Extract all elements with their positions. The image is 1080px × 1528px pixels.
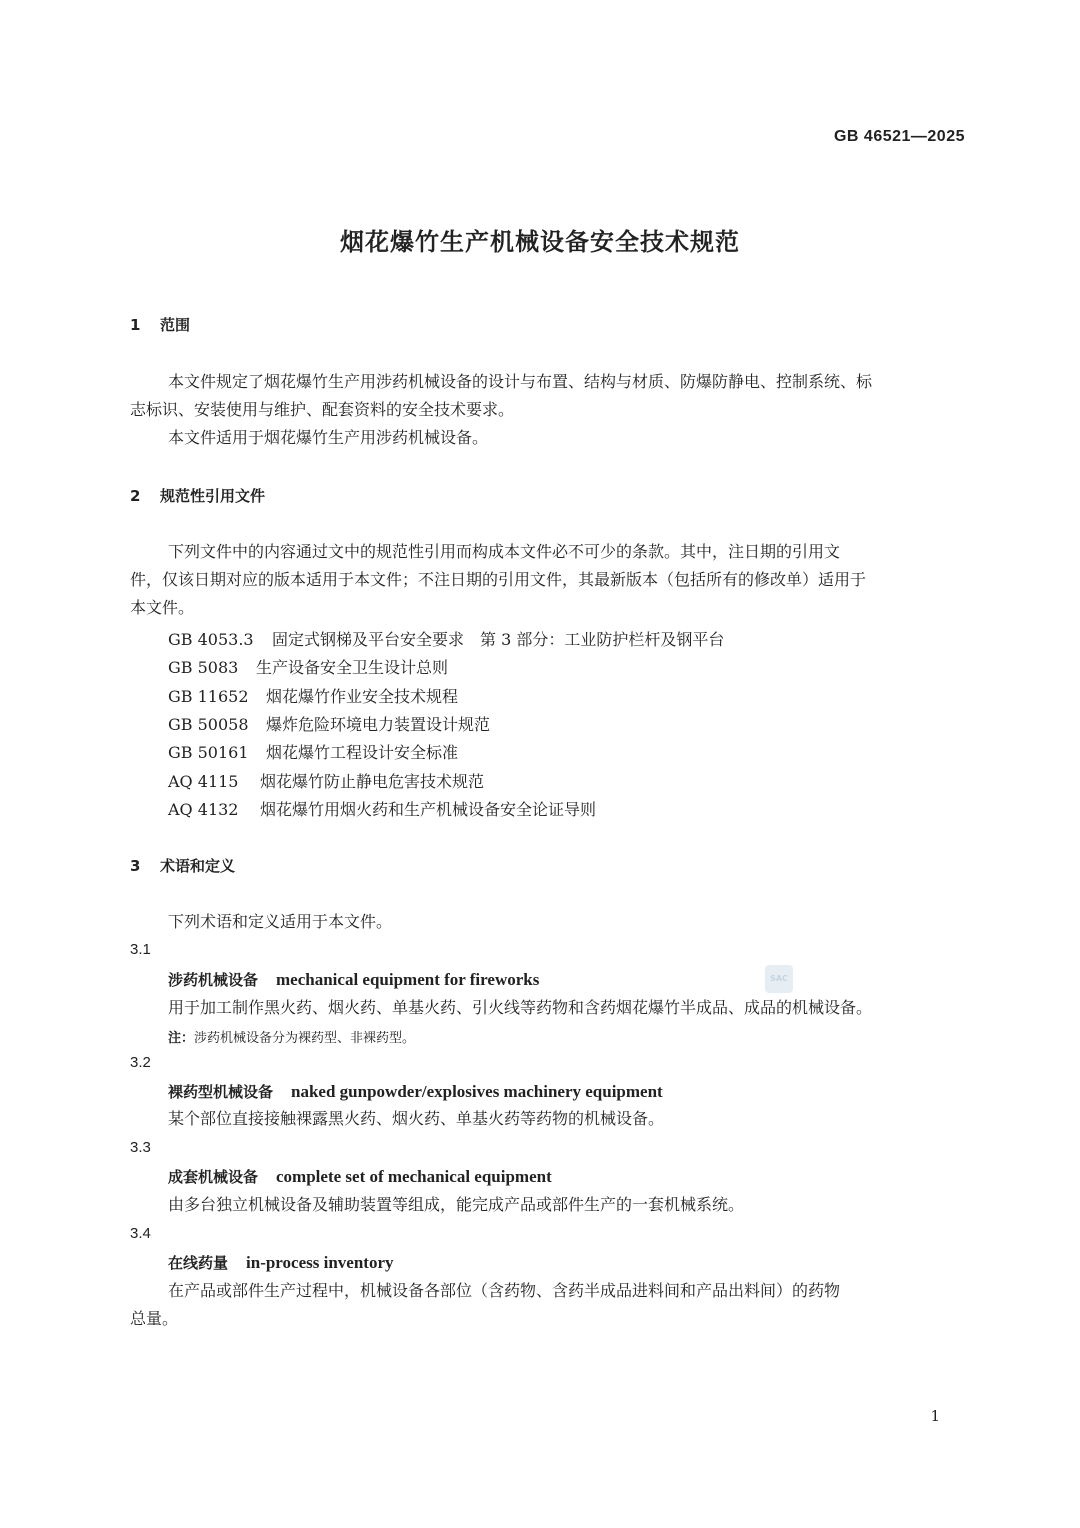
reference-title: 爆炸危险环境电力装置设计规范 <box>266 715 491 734</box>
note-text: 涉药机械设备分为裸药型、非裸药型。 <box>194 1031 416 1046</box>
section-title: 范围 <box>160 316 191 334</box>
section-2-heading <box>130 485 265 506</box>
term-number: 3.4 <box>130 1225 151 1242</box>
reference-item <box>168 655 448 678</box>
reference-item <box>168 769 484 792</box>
section-2-intro-line: 本文件。 <box>130 598 195 617</box>
reference-item <box>168 797 596 820</box>
term-english: in-process inventory <box>246 1253 394 1272</box>
term-english: mechanical equipment for fireworks <box>276 970 540 989</box>
section-1-paragraph-line: 本文件规定了烟花爆竹生产用涉药机械设备的设计与布置、结构与材质、防爆防静电、控制系统、标 <box>168 372 873 391</box>
reference-code: GB 11652 <box>168 687 249 706</box>
section-title: 术语和定义 <box>160 857 236 875</box>
term-chinese: 成套机械设备 <box>168 1168 259 1186</box>
reference-item <box>168 684 458 707</box>
page-number: 1 <box>930 1407 940 1425</box>
reference-item <box>168 712 490 735</box>
section-3-intro: 下列术语和定义适用于本文件。 <box>168 912 393 931</box>
term-chinese: 涉药机械设备 <box>168 971 259 989</box>
term-note <box>168 1027 415 1046</box>
section-number: 1 <box>130 316 141 334</box>
term-number: 3.1 <box>130 941 151 958</box>
reference-code: GB 4053.3 <box>168 630 254 649</box>
term-english: complete set of mechanical equipment <box>276 1167 552 1186</box>
term-entry <box>168 1081 663 1102</box>
reference-item <box>168 627 724 650</box>
section-2-intro-line: 件，仅该日期对应的版本适用于本文件；不注日期的引用文件，其最新版本（包括所有的修改单）适用于 <box>130 570 867 589</box>
term-entry <box>168 1166 552 1187</box>
document-title: 烟花爆竹生产机械设备安全技术规范 <box>340 228 740 256</box>
reference-code: AQ 4115 <box>168 772 239 791</box>
reference-title: 烟花爆竹工程设计安全标准 <box>266 743 459 762</box>
note-label: 注： <box>168 1031 195 1046</box>
reference-code: GB 50161 <box>168 743 249 762</box>
sac-watermark-logo: SAC <box>765 965 793 993</box>
section-2-intro-line: 下列文件中的内容通过文中的规范性引用而构成本文件必不可少的条款。其中，注日期的引用文 <box>168 542 841 561</box>
section-3-heading <box>130 855 235 876</box>
term-definition: 由多台独立机械设备及辅助装置等组成，能完成产品或部件生产的一套机械系统。 <box>168 1195 745 1214</box>
reference-title: 烟花爆竹防止静电危害技术规范 <box>260 772 485 791</box>
reference-code: AQ 4132 <box>168 800 239 819</box>
term-english: naked gunpowder/explosives machinery equipment <box>291 1082 663 1101</box>
term-definition-line: 在产品或部件生产过程中，机械设备各部位（含药物、含药半成品进料间和产品出料间）的药物 <box>168 1281 841 1300</box>
reference-code: GB 50058 <box>168 715 249 734</box>
section-1-paragraph: 本文件适用于烟花爆竹生产用涉药机械设备。 <box>168 428 489 447</box>
term-definition: 用于加工制作黑火药、烟火药、单基火药、引火线等药物和含药烟花爆竹半成品、成品的机械设备。 <box>168 998 873 1017</box>
term-number: 3.3 <box>130 1139 151 1156</box>
reference-title: 固定式钢梯及平台安全要求 第 3 部分：工业防护栏杆及钢平台 <box>272 630 725 649</box>
standard-number: GB 46521—2025 <box>833 128 965 145</box>
reference-title: 生产设备安全卫生设计总则 <box>256 658 449 677</box>
section-1-heading <box>130 314 190 335</box>
section-number: 3 <box>130 857 141 875</box>
term-entry <box>168 969 539 990</box>
term-number: 3.2 <box>130 1054 151 1071</box>
reference-title: 烟花爆竹作业安全技术规程 <box>266 687 459 706</box>
section-1-paragraph-line: 志标识、安装使用与维护、配套资料的安全技术要求。 <box>130 400 515 419</box>
section-title: 规范性引用文件 <box>160 487 266 505</box>
term-entry <box>168 1252 394 1273</box>
term-chinese: 裸药型机械设备 <box>168 1083 274 1101</box>
reference-title: 烟花爆竹用烟火药和生产机械设备安全论证导则 <box>260 800 597 819</box>
term-definition-line: 总量。 <box>130 1309 179 1328</box>
reference-item <box>168 740 458 763</box>
section-number: 2 <box>130 487 141 505</box>
term-definition: 某个部位直接接触裸露黑火药、烟火药、单基火药等药物的机械设备。 <box>168 1109 665 1128</box>
reference-code: GB 5083 <box>168 658 239 677</box>
term-chinese: 在线药量 <box>168 1254 229 1272</box>
